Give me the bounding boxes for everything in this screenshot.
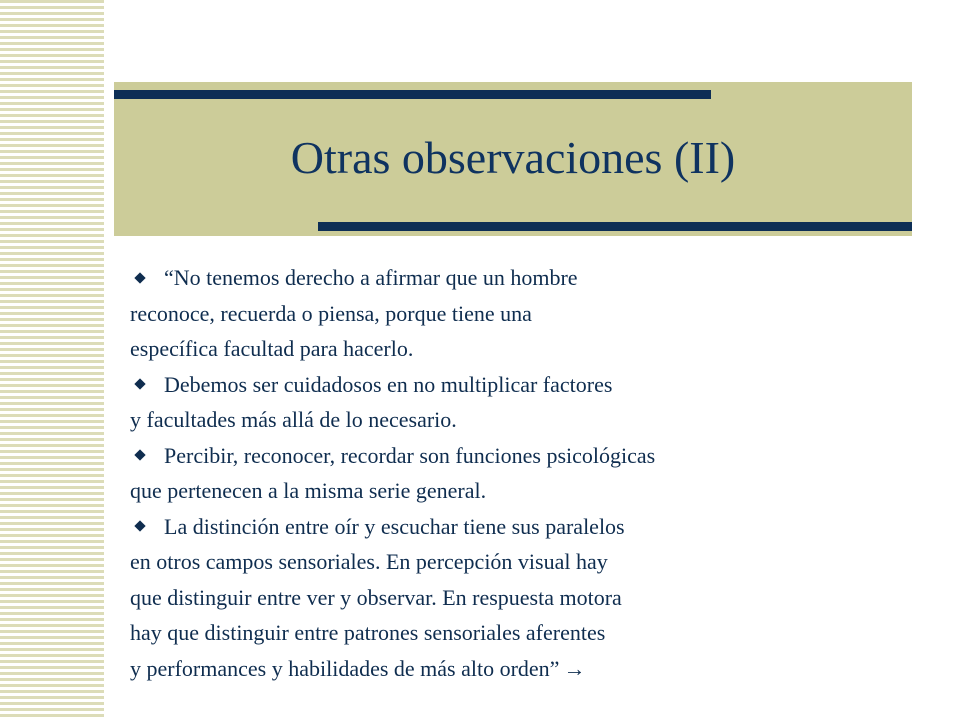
slide-title: Otras observaciones (II): [290, 132, 736, 183]
bullet-line: La distinción entre oír y escuchar tiene sus paralelos: [130, 509, 910, 545]
bullet-line: Percibir, reconocer, recordar son funciones psicológicas: [130, 438, 910, 474]
bullet-line: y facultades más allá de lo necesario.: [130, 407, 457, 432]
diamond-bullet-icon: [134, 450, 145, 461]
title-bottom-bar: [318, 222, 912, 231]
right-arrow-icon: →: [563, 655, 586, 681]
bullet-paragraph-3: [130, 438, 910, 509]
bullet-paragraph-1: [130, 260, 910, 367]
bullet-line: que distinguir entre ver y observar. En respuesta motora: [130, 584, 622, 610]
bullet-line: reconoce, recuerda o piensa, porque tiene una: [130, 300, 532, 326]
bullet-line: que pertenecen a la misma serie general.: [130, 478, 487, 503]
bullet-line: y performances y habilidades de más alto orden” →: [130, 655, 586, 681]
decorative-stripes: [0, 0, 104, 720]
bullet-paragraph-4: [130, 509, 910, 687]
bullet-paragraph-2: [130, 367, 910, 438]
bullet-line: “No tenemos derecho a afirmar que un hombre: [130, 260, 910, 296]
title-top-bar: [114, 90, 711, 99]
diamond-bullet-icon: [134, 521, 145, 532]
slide-body: [130, 260, 910, 686]
bullet-line: Debemos ser cuidadosos en no multiplicar factores: [130, 367, 910, 403]
diamond-bullet-icon: [134, 272, 145, 283]
bullet-line: específica facultad para hacerlo.: [130, 336, 414, 361]
bullet-line: hay que distinguir entre patrones sensoriales aferentes: [130, 620, 606, 645]
bullet-line: en otros campos sensoriales. En percepción visual hay: [130, 549, 608, 574]
diamond-bullet-icon: [134, 379, 145, 390]
